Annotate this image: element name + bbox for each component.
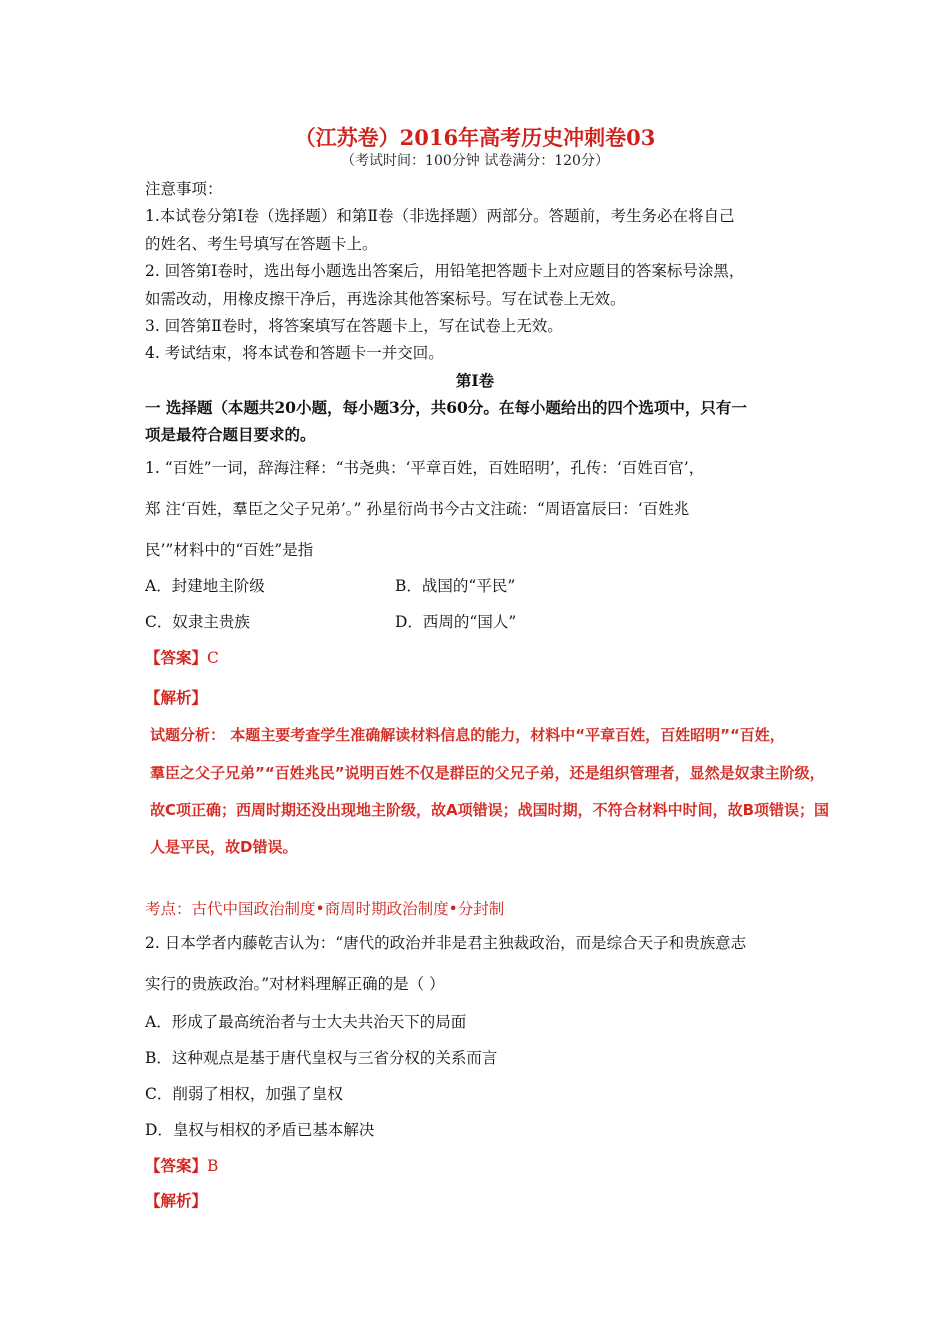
q1-option-b: B．战国的“平民”	[395, 577, 516, 595]
q1-stem: 民’”材料中的“百姓”是指	[145, 541, 314, 559]
q1-analysis-line: 故C项正确；西周时期还没出现地主阶级，故A项错误；战国时期，不符合材料中时间，故B项错误；国	[150, 801, 830, 819]
notice-line: 3. 回答第Ⅱ卷时，将答案填写在答题卡上，写在试卷上无效。	[145, 317, 563, 335]
q2-option-b: B．这种观点是基于唐代皇权与三省分权的关系而言	[145, 1049, 498, 1067]
notice-line: 2. 回答第Ⅰ卷时，选出每小题选出答案后，用铅笔把答题卡上对应题目的答案标号涂黑，	[145, 262, 745, 280]
page-title: （江苏卷）2016年高考历史冲刺卷03	[294, 125, 656, 150]
answer-label: 【答案】	[145, 648, 208, 667]
q2-option-c: C．削弱了相权，加强了皇权	[145, 1085, 343, 1103]
answer-value: B	[207, 1157, 219, 1175]
q1-option-a: A．封建地主阶级	[145, 577, 265, 595]
q1-kaodian: 考点：古代中国政治制度•商周时期政治制度•分封制	[145, 900, 505, 918]
q1-answer	[145, 646, 219, 668]
q1-analysis-line: 人是平民，故D错误。	[150, 838, 298, 856]
q1-option-c: C．奴隶主贵族	[145, 613, 250, 631]
q1-option-d: D．西周的“国人”	[395, 613, 517, 631]
section-instruction: 一 选择题（本题共20小题，每小题3分，共60分。在每小题给出的四个选项中，只有一	[145, 398, 747, 417]
q2-analysis-label: 【解析】	[145, 1191, 208, 1210]
q2-option-a: A．形成了最高统治者与士大夫共治天下的局面	[145, 1013, 467, 1031]
q2-answer	[145, 1154, 218, 1176]
answer-label: 【答案】	[145, 1156, 208, 1175]
section-instruction: 项是最符合题目要求的。	[145, 425, 316, 444]
q2-stem: 2. 日本学者内藤乾吉认为：“唐代的政治并非是君主独裁政治，而是综合天子和贵族意志	[145, 934, 747, 952]
q1-stem: 1. “百姓”一词，辞海注释：“书尧典：‘平章百姓，百姓昭明’，孔传：‘百姓百官’，	[145, 459, 705, 477]
notice-line: 如需改动，用橡皮擦干净后，再选涂其他答案标号。写在试卷上无效。	[145, 290, 626, 308]
q1-stem: 郑 注‘百姓，羣臣之父子兄弟’。” 孙星衍尚书今古文注疏：“周语富辰曰：‘百姓兆	[145, 500, 690, 518]
q1-analysis-label: 【解析】	[145, 688, 208, 707]
notice-line: 的姓名、考生号填写在答题卡上。	[145, 235, 378, 253]
notice-line: 1.本试卷分第Ⅰ卷（选择题）和第Ⅱ卷（非选择题）两部分。答题前，考生务必在将自己	[145, 207, 735, 225]
section-title: 第Ⅰ卷	[455, 371, 495, 390]
notice-line: 4. 考试结束，将本试卷和答题卡一并交回。	[145, 344, 444, 362]
answer-value: C	[207, 649, 219, 667]
notice-heading: 注意事项：	[145, 180, 223, 198]
q1-analysis-line: 试题分析： 本题主要考查学生准确解读材料信息的能力，材料中“平章百姓，百姓昭明”“百姓，	[150, 726, 785, 744]
q1-analysis-line: 羣臣之父子兄弟”“百姓兆民”说明百姓不仅是群臣的父兄子弟，还是组织管理者，显然是奴隶主阶级，	[150, 764, 825, 782]
exam-info: （考试时间：100分钟 试卷满分：120分）	[341, 153, 609, 169]
q2-option-d: D．皇权与相权的矛盾已基本解决	[145, 1121, 375, 1139]
q2-stem: 实行的贵族政治。”对材料理解正确的是（ ）	[145, 975, 445, 993]
